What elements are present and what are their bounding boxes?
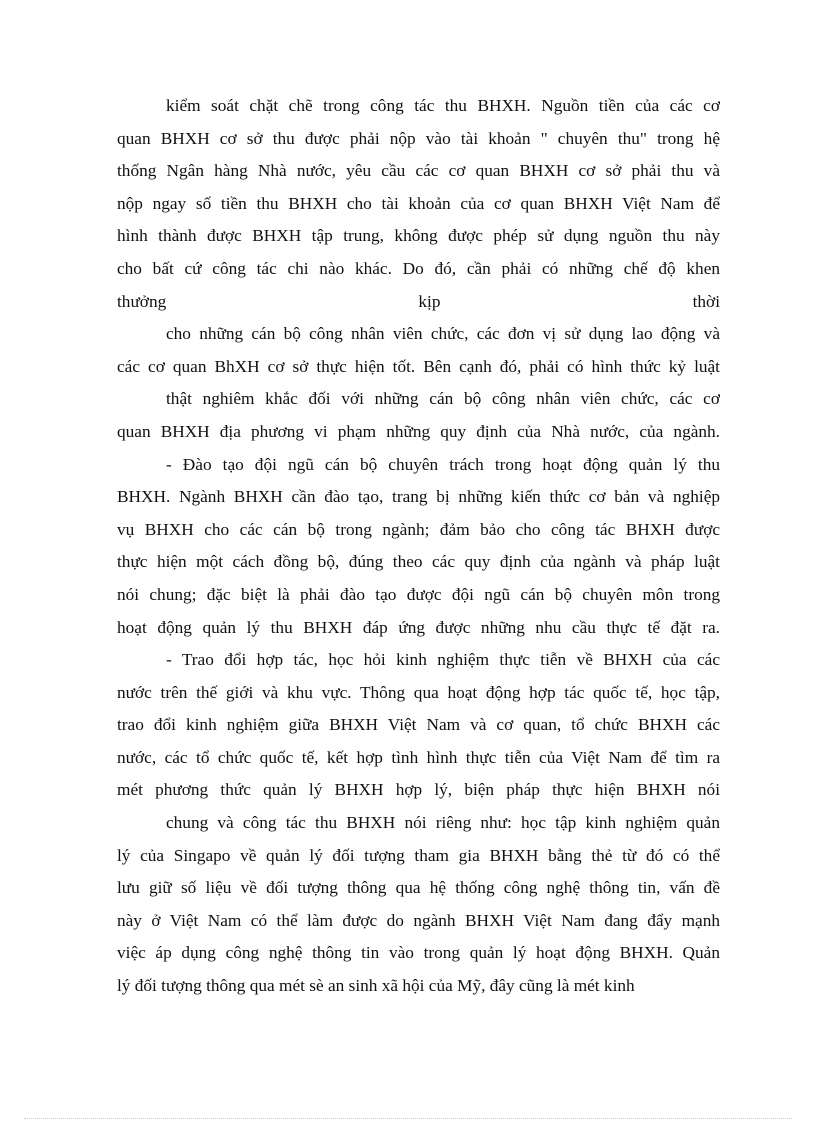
text-line: - Trao đổi hợp tác, học hỏi kinh nghiệm thực tiễn về BHXH của các <box>166 650 720 670</box>
page-bottom-border <box>24 1118 792 1119</box>
text-line: hoạt động quản lý thu BHXH đáp ứng được những nhu cầu thực tế đặt ra. <box>117 617 720 637</box>
text-line: quan BHXH cơ sở thu được phải nộp vào tài khoản " chuyên thu" trong hệ <box>117 128 720 148</box>
text-line: thực hiện một cách đồng bộ, đúng theo các quy định của ngành và pháp luật <box>117 552 720 572</box>
text-line: chung và công tác thu BHXH nói riêng như: học tập kinh nghiệm quản <box>166 813 720 833</box>
text-line: - Đào tạo đội ngũ cán bộ chuyên trách trong hoạt động quản lý thu <box>166 454 720 474</box>
text-line: nói chung; đặc biệt là phải đào tạo được đội ngũ cán bộ chuyên môn trong <box>117 584 720 604</box>
text-line: vụ BHXH cho các cán bộ trong ngành; đảm bảo cho công tác BHXH được <box>117 519 720 539</box>
text-line: quan BHXH địa phương vi phạm những quy định của Nhà nước, của ngành. <box>117 421 720 441</box>
text-line: kiểm soát chặt chẽ trong công tác thu BHXH. Nguồn tiền của các cơ <box>166 96 720 115</box>
text-line: cho bất cứ công tác chi nào khác. Do đó, cần phải có những chế độ khen <box>117 258 720 278</box>
text-line: thưởng kịp thời <box>117 291 720 311</box>
text-line: trao đổi kinh nghiệm giữa BHXH Việt Nam và cơ quan, tổ chức BHXH các <box>117 715 720 735</box>
text-line: này ở Việt Nam có thể làm được do ngành BHXH Việt Nam đang đẩy mạnh <box>117 910 720 930</box>
text-line: lý của Singapo về quản lý đối tượng tham gia BHXH bằng thẻ từ đó có thể <box>117 845 720 865</box>
text-line: hình thành được BHXH tập trung, không được phép sử dụng nguồn thu này <box>117 226 720 246</box>
text-line: BHXH. Ngành BHXH cần đào tạo, trang bị những kiến thức cơ bản và nghiệp <box>117 487 720 507</box>
text-line: nước trên thế giới và khu vực. Thông qua hoạt động hợp tác quốc tế, học tập, <box>117 682 720 702</box>
text-line: việc áp dụng công nghệ thông tin vào trong quản lý hoạt động BHXH. Quản <box>117 943 720 963</box>
text-line: thật nghiêm khắc đối với những cán bộ công nhân viên chức, các cơ <box>166 389 720 409</box>
text-line: cho những cán bộ công nhân viên chức, các đơn vị sử dụng lao động và <box>166 324 720 344</box>
document-body <box>117 90 720 1003</box>
text-line: lý đối tượng thông qua mét sè an sinh xã hội của Mỹ, đây cũng là mét kinh <box>117 976 635 996</box>
text-line: nước, các tổ chức quốc tế, kết hợp tình hình thực tiễn của Việt Nam để tìm ra <box>117 747 720 767</box>
text-line: mét phương thức quản lý BHXH hợp lý, biện pháp thực hiện BHXH nói <box>117 780 720 800</box>
text-line: nộp ngay số tiền thu BHXH cho tài khoản của cơ quan BHXH Việt Nam để <box>117 193 720 213</box>
text-line: các cơ quan BhXH cơ sở thực hiện tốt. Bên cạnh đó, phải có hình thức kỷ luật <box>117 356 720 376</box>
text-line: thống Ngân hàng Nhà nước, yêu cầu các cơ quan BHXH cơ sở phải thu và <box>117 161 720 181</box>
text-line: lưu giữ số liệu về đối tượng thông qua hệ thống công nghệ thông tin, vấn đề <box>117 878 720 898</box>
